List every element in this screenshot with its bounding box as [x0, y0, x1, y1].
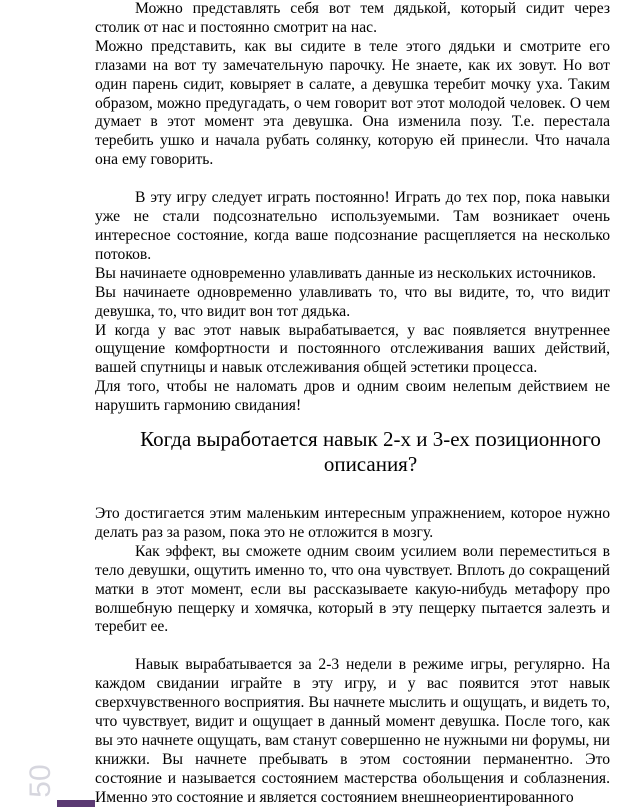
body-text [95, 0, 610, 808]
paragraph-gap [95, 170, 610, 189]
paragraph: Вы начинаете одновременно улавливать данные из нескольких источников. [95, 264, 597, 282]
paragraph-gap [95, 637, 610, 656]
paragraph: Как эффект, вы сможете одним своим усилием воли переместиться в тело девушки, ощутить именно то, что она чувствует. Вплоть до сокращений матки в этот момент, если вы рассказываете какую-нибудь метафору про волшебную пещерку и хомячка, который в эту пещерку пытается залезть и теребит ее. [95, 542, 610, 636]
page-number: 50 [24, 764, 57, 798]
paragraph: Вы начинаете одновременно улавливать то, что вы видите, то, что видит девушка, то, что видит вон тот дядька. [95, 283, 610, 320]
paragraph: И когда у вас этот навык вырабатывается, у вас появляется внутреннее ощущение комфортности и постоянного отслеживания ваших действий, вашей спутницы и навык отслеживания общей эстетики процесса. [95, 321, 610, 377]
paragraph: Можно представлять себя вот тем дядькой, который сидит через столик от нас и постоянно смотрит на нас. [95, 0, 610, 36]
paragraph: Можно представить, как вы сидите в теле этого дядьки и смотрите его глазами на вот ту замечательную парочку. Не знаете, как их зовут. Но вот один парень сидит, ковыряет в салате, а девушка теребит мочку уха. Таким образом, можно предугадать, о чем говорит вот этот молодой человек. О чем думает в этот момент эта девушка. Она изменила позу. Т.е. перестала теребить ушко и начала рубать солянку, которую ей принесли. Что начала она ему говорить. [95, 37, 610, 169]
page-accent-bar [57, 800, 95, 807]
paragraph: Для того, чтобы не наломать дров и одним своим нелепым действием не нарушить гармонию свидания! [95, 378, 610, 415]
paragraph: В эту игру следует играть постоянно! Играть до тех пор, пока навыки уже не стали подсознательно используемыми. Там возникает очень интересное состояние, когда ваше подсознание расщепляется на несколько потоков. [95, 189, 610, 263]
paragraph: Это достигается этим маленьким интересным упражнением, которое нужно делать раз за разом, пока это не отложится в мозгу. [95, 505, 610, 541]
section-heading: Когда выработается навык 2-х и 3-ех позиционного описания? [140, 427, 601, 477]
paragraph: Навык вырабатывается за 2-3 недели в режиме игры, регулярно. На каждом свидании играйте в эту игру, и у вас появится этот навык сверхчувственного восприятия. Вы начнете мыслить и ощущать, и видеть то, что чувствует, видит и ощущает в данный момент девушка. После того, как вы это начнете ощущать, вам станут совершенно не нужными ни форумы, ни книжки. Вы начнете пребывать в этом состоянии перманентно. Это состояние и называется состоянием мастерства обольщения и соблазнения. Именно это состояние и является состоянием внешнеориентированного [95, 656, 610, 806]
